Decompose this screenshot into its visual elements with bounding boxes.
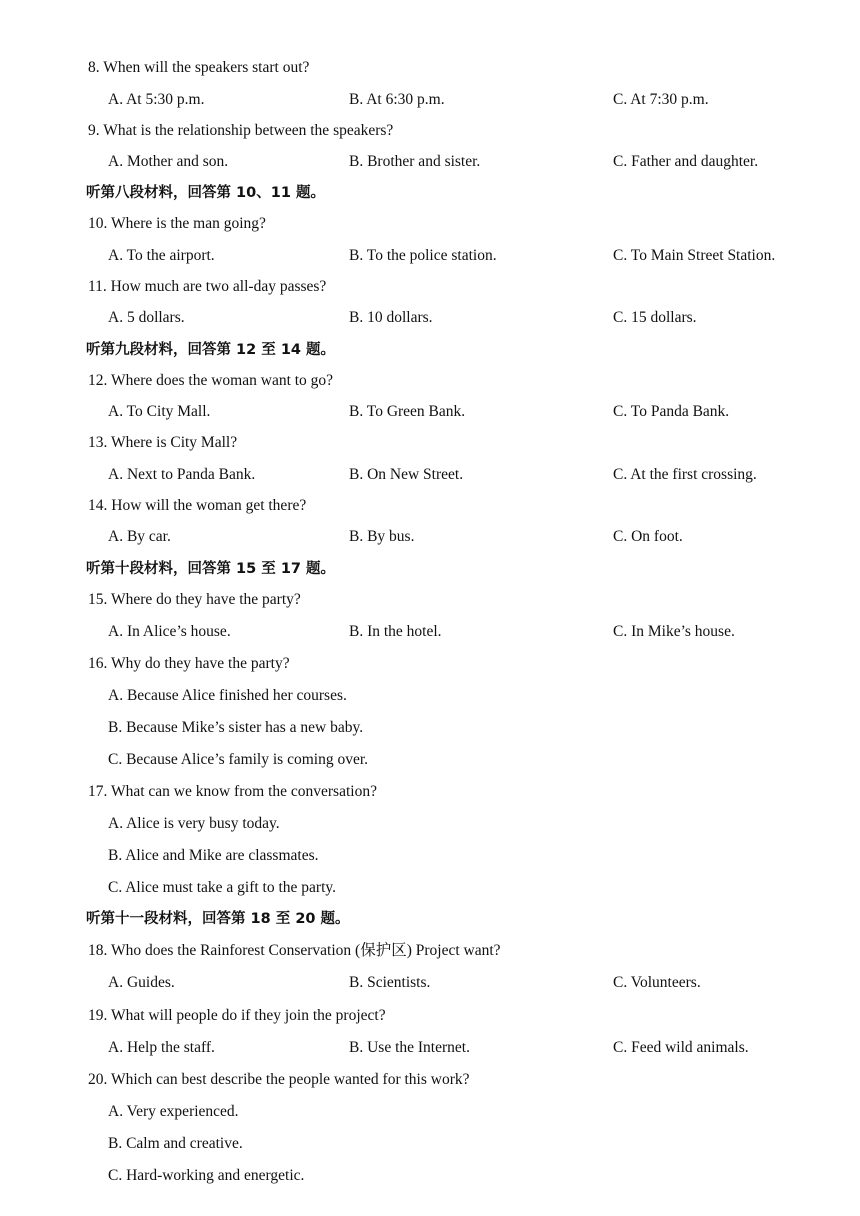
question-9-option-a: A. Mother and son.	[108, 153, 229, 170]
question-10-option-a: A. To the airport.	[108, 247, 215, 264]
question-16-stem: 16. Why do they have the party?	[88, 655, 290, 672]
question-15-option-c: C. In Mike’s house.	[613, 623, 735, 640]
question-10-option-c: C. To Main Street Station.	[613, 247, 776, 264]
question-12-option-a: A. To City Mall.	[108, 403, 211, 420]
question-9-option-b: B. Brother and sister.	[349, 153, 481, 170]
question-8-option-a: A. At 5:30 p.m.	[108, 91, 205, 108]
section-9-heading: 听第九段材料，回答第 12 至 14 题。	[86, 342, 336, 358]
question-11-option-b: B. 10 dollars.	[349, 309, 433, 326]
question-20-option-c: C. Hard-working and energetic.	[108, 1167, 305, 1184]
question-19-option-a: A. Help the staff.	[108, 1039, 215, 1056]
section-10-heading: 听第十段材料，回答第 15 至 17 题。	[86, 561, 336, 577]
question-13-stem: 13. Where is City Mall?	[88, 434, 238, 451]
question-14-stem: 14. How will the woman get there?	[88, 497, 307, 514]
question-10-option-b: B. To the police station.	[349, 247, 497, 264]
question-10-stem: 10. Where is the man going?	[88, 215, 266, 232]
question-20-option-a: A. Very experienced.	[108, 1103, 239, 1120]
question-13-option-b: B. On New Street.	[349, 466, 464, 483]
question-12-option-b: B. To Green Bank.	[349, 403, 466, 420]
question-13-option-a: A. Next to Panda Bank.	[108, 466, 256, 483]
section-8-heading: 听第八段材料，回答第 10、11 题。	[86, 185, 325, 201]
question-12-option-c: C. To Panda Bank.	[613, 403, 730, 420]
question-17-option-b: B. Alice and Mike are classmates.	[108, 847, 319, 864]
question-18-option-a: A. Guides.	[108, 974, 175, 991]
question-13-option-c: C. At the first crossing.	[613, 466, 757, 483]
question-8-option-c: C. At 7:30 p.m.	[613, 91, 709, 108]
question-14-option-b: B. By bus.	[349, 528, 415, 545]
question-20-option-b: B. Calm and creative.	[108, 1135, 243, 1152]
question-8-option-b: B. At 6:30 p.m.	[349, 91, 445, 108]
question-19-option-b: B. Use the Internet.	[349, 1039, 470, 1056]
question-17-option-a: A. Alice is very busy today.	[108, 815, 280, 832]
question-18-stem: 18. Who does the Rainforest Conservation (保护区) Project want?	[88, 942, 501, 959]
question-15-option-b: B. In the hotel.	[349, 623, 442, 640]
question-15-option-a: A. In Alice’s house.	[108, 623, 231, 640]
question-17-option-c: C. Alice must take a gift to the party.	[108, 879, 336, 896]
question-20-stem: 20. Which can best describe the people wanted for this work?	[88, 1071, 470, 1088]
question-19-option-c: C. Feed wild animals.	[613, 1039, 749, 1056]
section-11-heading: 听第十一段材料，回答第 18 至 20 题。	[86, 911, 350, 927]
question-17-stem: 17. What can we know from the conversation?	[88, 783, 377, 800]
question-11-stem: 11. How much are two all-day passes?	[88, 278, 327, 295]
question-16-option-b: B. Because Mike’s sister has a new baby.	[108, 719, 364, 736]
question-9-stem: 9. What is the relationship between the speakers?	[88, 122, 394, 139]
question-16-option-c: C. Because Alice’s family is coming over.	[108, 751, 369, 768]
question-8-stem: 8. When will the speakers start out?	[88, 59, 310, 76]
question-18-option-c: C. Volunteers.	[613, 974, 701, 991]
question-16-option-a: A. Because Alice finished her courses.	[108, 687, 347, 704]
question-14-option-a: A. By car.	[108, 528, 171, 545]
question-19-stem: 19. What will people do if they join the project?	[88, 1007, 386, 1024]
question-14-option-c: C. On foot.	[613, 528, 683, 545]
question-15-stem: 15. Where do they have the party?	[88, 591, 301, 608]
question-18-option-b: B. Scientists.	[349, 974, 431, 991]
question-11-option-a: A. 5 dollars.	[108, 309, 185, 326]
question-11-option-c: C. 15 dollars.	[613, 309, 697, 326]
question-12-stem: 12. Where does the woman want to go?	[88, 372, 334, 389]
question-9-option-c: C. Father and daughter.	[613, 153, 759, 170]
